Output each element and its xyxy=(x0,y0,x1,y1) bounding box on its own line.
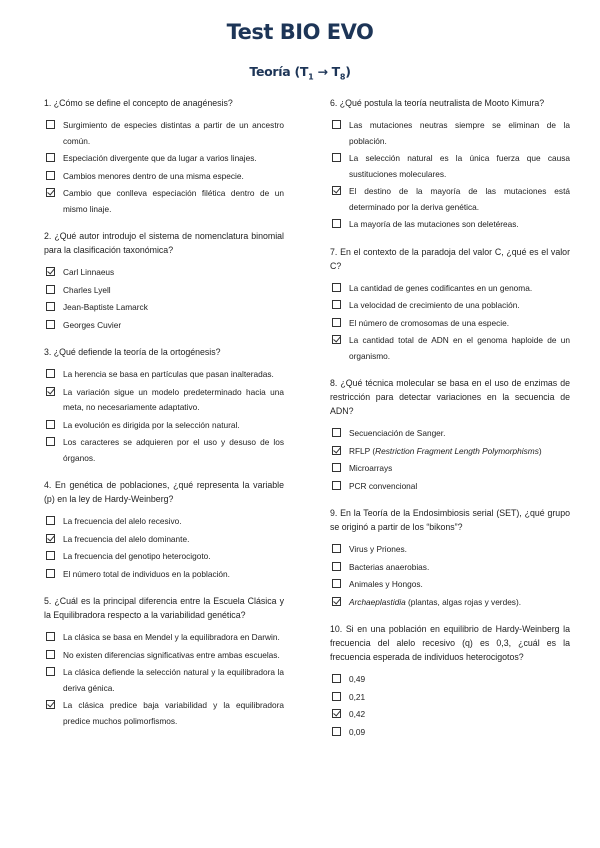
checkbox-icon[interactable] xyxy=(46,320,55,329)
checkbox-icon[interactable] xyxy=(332,283,341,292)
right-column xyxy=(330,96,570,752)
answer-option[interactable] xyxy=(330,184,570,215)
answer-option[interactable] xyxy=(330,479,570,495)
question-3 xyxy=(44,345,284,466)
checkbox-icon[interactable] xyxy=(332,318,341,327)
answer-option-label: 0,49 xyxy=(349,674,366,684)
checkbox-icon[interactable] xyxy=(46,516,55,525)
answer-option[interactable] xyxy=(330,281,570,297)
question-text: 5. ¿Cuál es la principal diferencia entre la Escuela Clásica y la Equilibradora respecto a la variabilidad genética? xyxy=(44,596,284,620)
checkbox-icon[interactable] xyxy=(332,481,341,490)
answer-option[interactable] xyxy=(44,549,284,565)
question-4 xyxy=(44,478,284,582)
answer-option-label: La selección natural es la única fuerza que causa sustituciones moleculares. xyxy=(349,153,570,179)
answer-option-label: Carl Linnaeus xyxy=(63,267,115,277)
answer-option-label: No existen diferencias significativas entre ambas escuelas. xyxy=(63,649,280,660)
answer-option-label: La evolución es dirigida por la selección natural. xyxy=(63,419,240,430)
answer-option-label: La herencia se basa en partículas que pasan inalteradas. xyxy=(63,369,274,379)
checkbox-icon[interactable] xyxy=(46,285,55,294)
answer-option[interactable] xyxy=(44,532,284,548)
answer-option[interactable] xyxy=(44,514,284,530)
question-5 xyxy=(44,594,284,729)
checkbox-icon[interactable] xyxy=(332,562,341,571)
checkbox-icon[interactable] xyxy=(46,632,55,641)
answer-option[interactable] xyxy=(44,169,284,185)
answer-option-label: El número total de individuos en la población. xyxy=(63,568,230,579)
checked-checkbox-icon[interactable] xyxy=(332,335,341,344)
answer-option-italic: Restriction Fragment Length Polymorphisms xyxy=(375,445,539,456)
answer-option[interactable] xyxy=(330,426,570,442)
answer-option[interactable] xyxy=(330,560,570,576)
answer-option-label: La cantidad de genes codificantes en un genoma. xyxy=(349,282,533,293)
answer-option[interactable] xyxy=(330,725,570,741)
answer-option[interactable] xyxy=(330,672,570,688)
checked-checkbox-icon[interactable] xyxy=(332,446,341,455)
checked-checkbox-icon[interactable] xyxy=(46,188,55,197)
checkbox-icon[interactable] xyxy=(46,667,55,676)
answer-option[interactable] xyxy=(44,698,284,729)
question-9 xyxy=(330,506,570,610)
answer-option[interactable] xyxy=(44,265,284,281)
answer-option-label: Los caracteres se adquieren por el uso y desuso de los órganos. xyxy=(63,437,284,463)
checkbox-icon[interactable] xyxy=(46,437,55,446)
left-column xyxy=(44,96,284,741)
answer-option-label: 0,21 xyxy=(349,691,366,702)
answer-option-label: Las mutaciones neutras siempre se eliminan de la población. xyxy=(349,120,570,146)
answer-option[interactable] xyxy=(330,151,570,182)
answer-option-label: La mayoría de las mutaciones son deletéreas. xyxy=(349,219,519,229)
answer-option[interactable] xyxy=(330,461,570,477)
answer-option[interactable] xyxy=(44,300,284,316)
question-10 xyxy=(330,622,570,740)
question-text: 9. En la Teoría de la Endosimbiosis serial (SET), ¿qué grupo se originó a partir de los “bikons”? xyxy=(330,508,570,532)
checkbox-icon[interactable] xyxy=(332,153,341,162)
answer-option[interactable] xyxy=(44,283,284,299)
question-text: 7. En el contexto de la paradoja del valor C, ¿qué es el valor C? xyxy=(330,246,570,271)
answer-option[interactable] xyxy=(44,567,284,583)
answer-option-label: El número de cromosomas de una especie. xyxy=(349,317,510,328)
question-text: 8. ¿Qué técnica molecular se basa en el uso de enzimas de restricción para detectar variaciones en la secuencia de ADN? xyxy=(330,378,570,416)
checkbox-icon[interactable] xyxy=(332,544,341,553)
checked-checkbox-icon[interactable] xyxy=(332,186,341,195)
answer-option[interactable] xyxy=(330,542,570,558)
answer-option-label: La clásica predice baja variabilidad y la equilibradora predice muchos polimorfismos. xyxy=(63,700,284,726)
answer-option-label: Animales y Hongos. xyxy=(349,579,423,589)
answer-option-label: La clásica se basa en Mendel y la equilibradora en Darwin. xyxy=(63,632,280,642)
answer-option-label: Georges Cuvier xyxy=(63,319,122,330)
checkbox-icon[interactable] xyxy=(46,171,55,180)
answer-option[interactable] xyxy=(330,316,570,332)
answer-option-label: La frecuencia del alelo recesivo. xyxy=(63,516,182,526)
checkbox-icon[interactable] xyxy=(332,463,341,472)
answer-option-label: La clásica defiende la selección natural y la equilibradora la deriva génica. xyxy=(63,667,284,693)
page-title: Test BIO EVO xyxy=(226,20,374,44)
answer-option[interactable] xyxy=(330,444,570,460)
checked-checkbox-icon[interactable] xyxy=(46,534,55,543)
checked-checkbox-icon[interactable] xyxy=(46,267,55,276)
question-text: 1. ¿Cómo se define el concepto de anagénesis? xyxy=(44,98,233,108)
answer-option-label: Bacterias anaerobias. xyxy=(349,561,430,572)
answer-option-label: 0,09 xyxy=(349,726,366,737)
answer-option[interactable] xyxy=(44,151,284,167)
answer-option[interactable] xyxy=(44,186,284,217)
answer-option[interactable] xyxy=(330,333,570,364)
answer-option-label: Virus y Priones. xyxy=(349,544,407,554)
answer-option[interactable] xyxy=(44,435,284,466)
question-text: 2. ¿Qué autor introdujo el sistema de nomenclatura binomial para la clasificación taxonómica? xyxy=(44,231,284,255)
question-7 xyxy=(330,245,570,365)
checkbox-icon[interactable] xyxy=(332,674,341,683)
question-text: 6. ¿Qué postula la teoría neutralista de Mooto Kimura? xyxy=(330,98,545,108)
answer-option-suffix: (plantas, algas rojas y verdes). xyxy=(405,596,522,607)
answer-option-label: 0,42 xyxy=(349,709,366,719)
answer-option-label: Charles Lyell xyxy=(63,284,111,295)
checkbox-icon[interactable] xyxy=(332,579,341,588)
checkbox-icon[interactable] xyxy=(46,120,55,129)
answer-option[interactable] xyxy=(330,298,570,314)
checked-checkbox-icon[interactable] xyxy=(332,597,341,606)
answer-option-label: El destino de la mayoría de las mutaciones está determinado por la deriva genética. xyxy=(349,186,570,212)
answer-option[interactable] xyxy=(330,577,570,593)
answer-option[interactable] xyxy=(44,665,284,696)
answer-option[interactable] xyxy=(44,318,284,334)
checkbox-icon[interactable] xyxy=(46,302,55,311)
checkbox-icon[interactable] xyxy=(332,692,341,701)
answer-option-label: Cambio que conlleva especiación filética dentro de un mismo linaje. xyxy=(63,188,284,214)
checked-checkbox-icon[interactable] xyxy=(46,387,55,396)
answer-option[interactable] xyxy=(330,707,570,723)
checkbox-icon[interactable] xyxy=(332,300,341,309)
checkbox-icon[interactable] xyxy=(332,428,341,437)
answer-option-suffix: ) xyxy=(538,445,542,456)
answer-option[interactable] xyxy=(44,367,284,383)
checkbox-icon[interactable] xyxy=(332,120,341,129)
question-text: 4. En genética de poblaciones, ¿qué representa la variable (p) en la ley de Hardy-Weinberg? xyxy=(44,480,284,504)
checked-checkbox-icon[interactable] xyxy=(332,709,341,718)
checkbox-icon[interactable] xyxy=(46,420,55,429)
checkbox-icon[interactable] xyxy=(46,153,55,162)
answer-option-label xyxy=(349,444,570,460)
checkbox-icon[interactable] xyxy=(46,369,55,378)
answer-option-label: Surgimiento de especies distintas a partir de un ancestro común. xyxy=(63,120,284,146)
answer-option-label: Especiación divergente que da lugar a varios linajes. xyxy=(63,153,257,163)
answer-option-label xyxy=(349,595,570,611)
question-2 xyxy=(44,229,284,333)
question-6 xyxy=(330,96,570,233)
answer-option[interactable] xyxy=(44,118,284,149)
answer-option-label: Cambios menores dentro de una misma especie. xyxy=(63,170,244,181)
answer-option-label: La variación sigue un modelo predeterminado hacia una meta, no necesariamente adaptativo. xyxy=(63,386,284,412)
checkbox-icon[interactable] xyxy=(332,219,341,228)
question-8 xyxy=(330,376,570,494)
answer-option[interactable] xyxy=(44,630,284,646)
answer-option-label: La frecuencia del genotipo heterocigoto. xyxy=(63,551,211,561)
answer-option[interactable] xyxy=(330,595,570,611)
checkbox-icon[interactable] xyxy=(46,650,55,659)
answer-option[interactable] xyxy=(330,118,570,149)
page-subtitle: Teoría $(T_1 \to T_8)$ xyxy=(249,64,351,82)
answer-option[interactable] xyxy=(44,648,284,664)
answer-option[interactable] xyxy=(44,385,284,416)
answer-option-label: La velocidad de crecimiento de una población. xyxy=(349,300,520,310)
answer-option[interactable] xyxy=(44,418,284,434)
answer-option-label: Secuenciación de Sanger. xyxy=(349,428,446,438)
question-1 xyxy=(44,96,284,217)
answer-option-label: La cantidad total de ADN en el genoma haploide de un organismo. xyxy=(349,335,570,361)
answer-option-label: Jean-Baptiste Lamarck xyxy=(63,302,148,312)
answer-option-italic: Archaeplastidia xyxy=(349,596,406,607)
question-text: 10. Si en una población en equilibrio de Hardy-Weinberg la frecuencia del alelo recesivo (q) es 0,3, ¿cuál es la frecuencia esperada de individuos heterocigotos? xyxy=(330,624,570,662)
checkbox-icon[interactable] xyxy=(332,727,341,736)
answer-option[interactable] xyxy=(330,217,570,233)
answer-option-label: La frecuencia del alelo dominante. xyxy=(63,533,190,544)
answer-option-prefix: RFLP ( xyxy=(349,445,376,456)
answer-option-label: PCR convencional xyxy=(349,480,418,491)
checkbox-icon[interactable] xyxy=(46,551,55,560)
checked-checkbox-icon[interactable] xyxy=(46,700,55,709)
answer-option-label: Microarrays xyxy=(349,463,393,473)
checkbox-icon[interactable] xyxy=(46,569,55,578)
answer-option[interactable] xyxy=(330,690,570,706)
question-text: 3. ¿Qué defiende la teoría de la ortogénesis? xyxy=(44,347,221,357)
